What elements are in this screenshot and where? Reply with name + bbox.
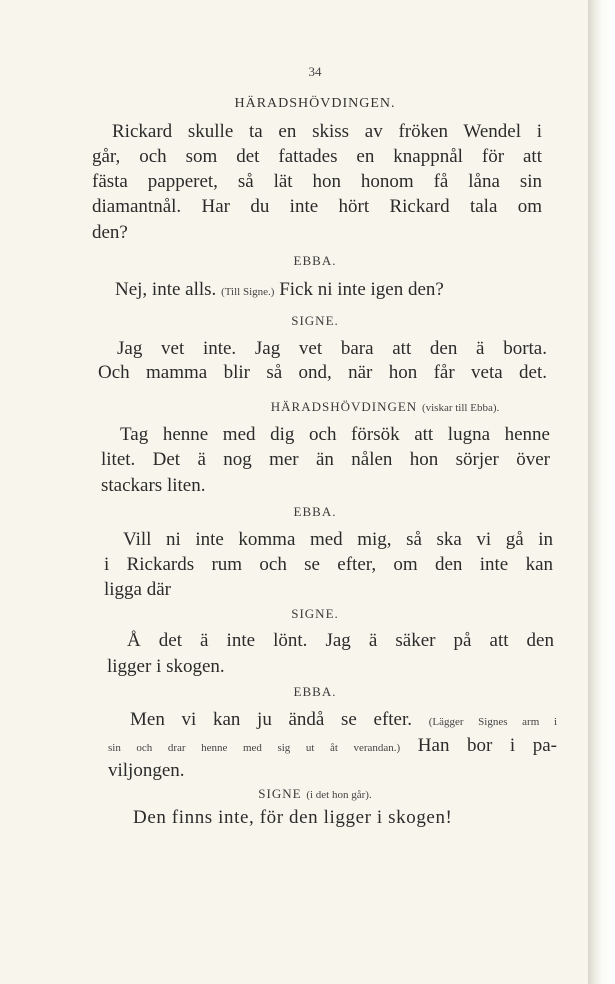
- speech-text: Nej, inte alls.: [115, 279, 217, 300]
- speech-line: den?: [92, 222, 128, 243]
- speech-line: viljongen.: [108, 760, 185, 781]
- speech-line: ligga där: [104, 579, 172, 600]
- speech-text: Han bor i pa-: [417, 735, 558, 756]
- page-number: 34: [308, 64, 322, 79]
- speech-line: Den finns inte, för den ligger i skogen!: [133, 807, 453, 828]
- speech-line: diamantnål. Har du inte hört Rickard tala om: [92, 196, 542, 217]
- speaker-name: EBBA.: [293, 504, 337, 519]
- speaker-name: HÄRADSHÖVDINGEN: [270, 399, 418, 414]
- stage-direction: (i det hon går).: [306, 789, 372, 801]
- speaker-name: SIGNE.: [291, 606, 339, 621]
- running-head: HÄRADSHÖVDINGEN.: [234, 96, 396, 111]
- speech-text: Men vi kan ju ändå se efter.: [130, 709, 413, 730]
- stage-direction: (viskar till Ebba).: [421, 402, 500, 414]
- page-edge-shadow: [588, 0, 615, 984]
- speech-line: Rickard skulle ta en skiss av fröken Wendel i: [112, 121, 542, 142]
- speaker-name: EBBA.: [293, 253, 337, 268]
- speaker-line: [0, 782, 615, 804]
- speaker-name: SIGNE: [258, 786, 302, 801]
- speech-line: [115, 279, 444, 301]
- speech-line: i Rickards rum och se efter, om den inte kan: [104, 554, 553, 575]
- stage-direction: sin och drar henne med sig ut åt verandan.): [108, 742, 401, 754]
- speech-line: Å det ä inte lönt. Jag ä säker på att den: [127, 630, 554, 651]
- speech-line: ligger i skogen.: [107, 656, 225, 677]
- speech-line: stackars liten.: [101, 475, 206, 496]
- speech-line: litet. Det ä nog mer än nålen hon sörjer över: [101, 449, 550, 470]
- speech-line: [130, 709, 557, 731]
- speaker-name: EBBA.: [293, 684, 337, 699]
- speaker-line: [0, 395, 615, 417]
- speech-line: Tag henne med dig och försök att lugna henne: [120, 424, 550, 445]
- stage-direction: (Till Signe.): [221, 286, 275, 298]
- speech-line: fästa papperet, så lät hon honom få låna sin: [92, 171, 542, 192]
- speech-line: Jag vet inte. Jag vet bara att den ä borta.: [117, 338, 547, 359]
- speech-text: Fick ni inte igen den?: [279, 279, 444, 300]
- speech-line: Och mamma blir så ond, när hon får veta det.: [98, 362, 547, 383]
- speech-line: går, och som det fattades en knappnål för att: [92, 146, 542, 167]
- speech-line: Vill ni inte komma med mig, så ska vi gå in: [123, 529, 553, 550]
- speech-line: [108, 735, 557, 757]
- stage-direction: (Lägger Signes arm i: [428, 716, 557, 728]
- speaker-name: SIGNE.: [291, 313, 339, 328]
